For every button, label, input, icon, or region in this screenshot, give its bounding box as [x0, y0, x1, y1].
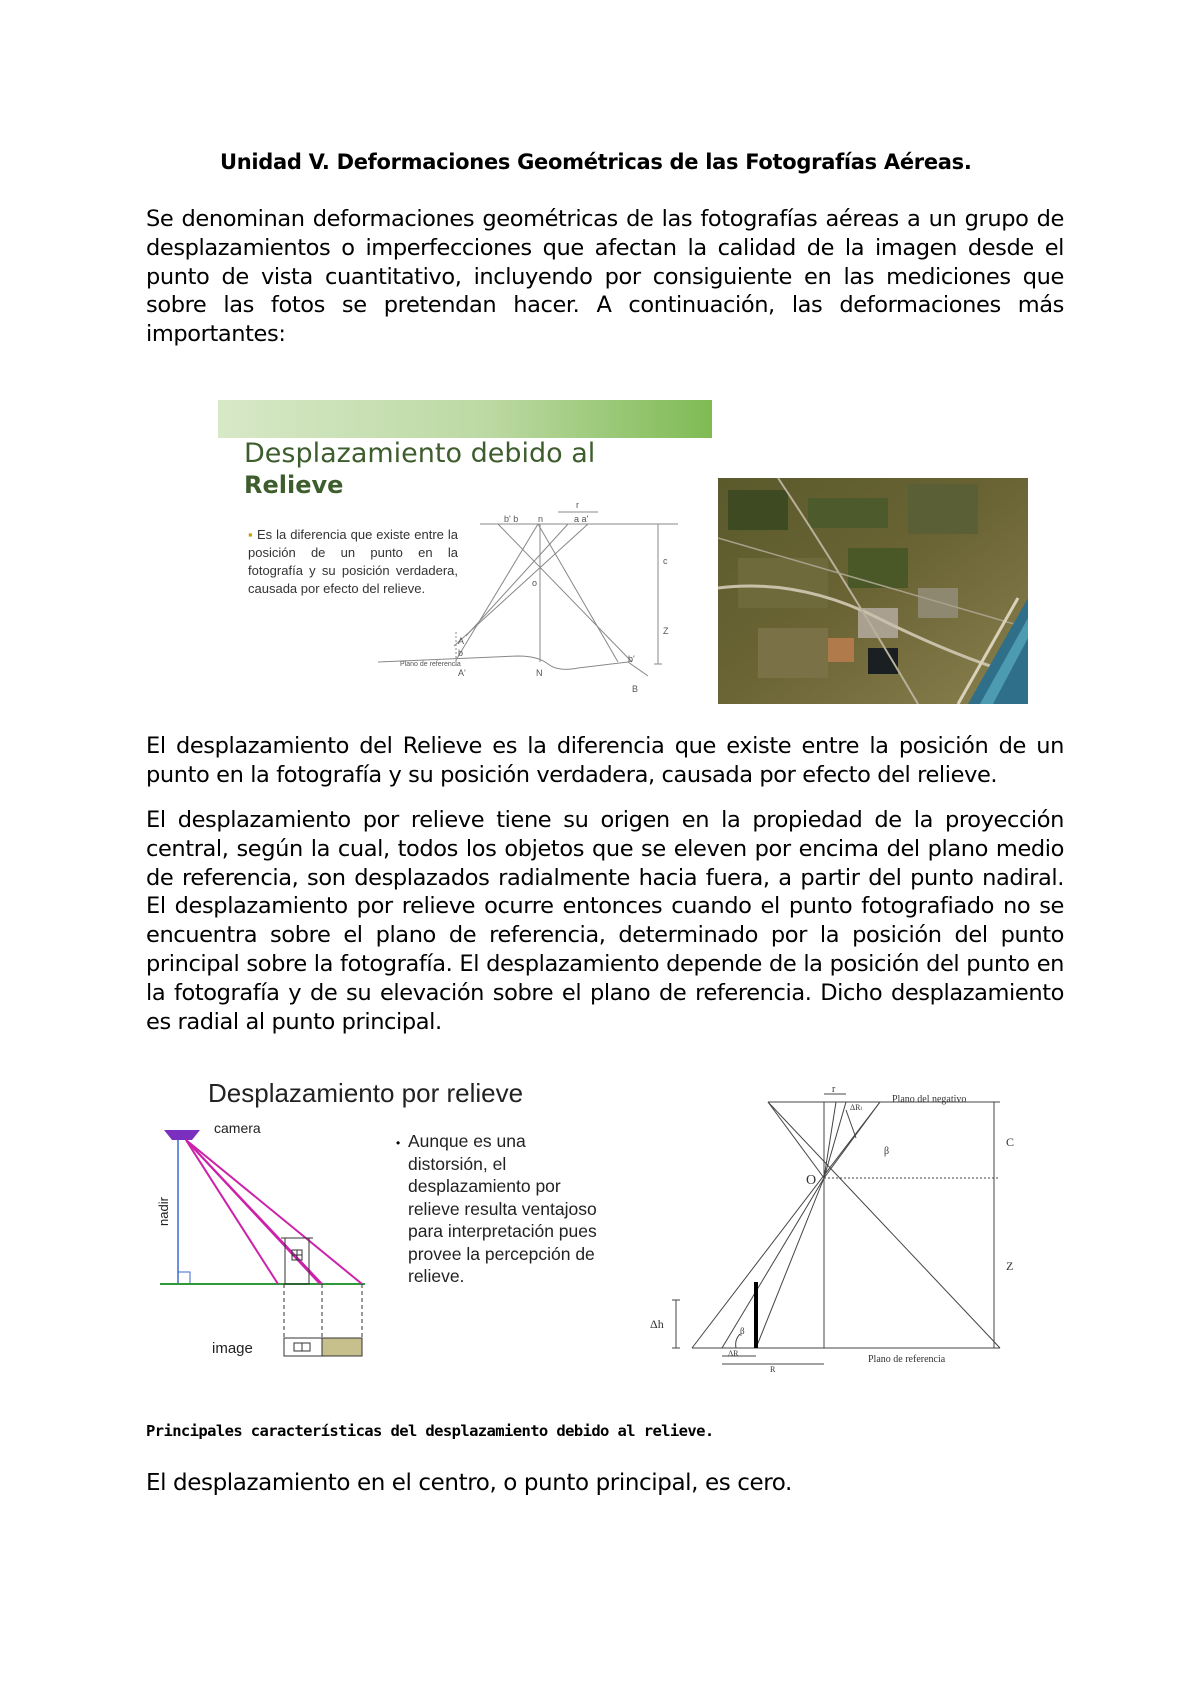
label-plano: Plano de referencia: [400, 661, 461, 668]
diag-r-label: r: [832, 1086, 836, 1095]
plano-referencia-label: Plano de referencia: [868, 1354, 946, 1365]
label-o: o: [532, 578, 538, 588]
label-B: B: [632, 684, 639, 694]
C-label: C: [1006, 1135, 1015, 1149]
label-r: r: [576, 500, 579, 510]
aerial-photograph: [718, 478, 1028, 704]
Z-label: Z: [1006, 1259, 1014, 1273]
delta-R-label: ΔR: [728, 1349, 739, 1358]
center-paragraph: El desplazamiento en el centro, o punto principal, es cero.: [146, 1470, 792, 1496]
diag-dr-label: ΔRₗ: [850, 1103, 862, 1112]
document-title: Unidad V. Deformaciones Geométricas de las Fotografías Aéreas.: [220, 150, 972, 174]
slide-title-line1: Desplazamiento debido al: [244, 438, 596, 469]
label-b: b: [458, 648, 464, 658]
slide-bullet-content: Es la diferencia que existe entre la posición de un punto en la fotografía y su posición verdadera, causada por efecto del relieve.: [248, 527, 458, 596]
relief-geometry-diagram: [218, 400, 712, 702]
label-A2: A': [458, 668, 466, 678]
plano-negativo-label: Plano del negativo: [892, 1094, 967, 1105]
label-z: Z: [663, 626, 669, 636]
nadir-label: nadir: [156, 1197, 171, 1226]
slide-title-line2: Relieve: [244, 471, 344, 499]
camera-icon: [164, 1130, 200, 1140]
definition-paragraph: El desplazamiento del Relieve es la diferencia que existe entre la posición de un punto en la fotografía y su posición verdadera, causada por efecto del relieve.: [146, 733, 1064, 788]
label-A: A: [458, 636, 465, 646]
label-b2: b': [628, 654, 635, 664]
label-c: c: [663, 556, 668, 566]
technical-diagram-svg: [640, 1086, 1032, 1372]
bullet-marker-icon: ▪: [248, 527, 253, 542]
aerial-photo-image: [718, 478, 1028, 704]
slide2-bullet-icon: •: [396, 1136, 401, 1150]
origin-paragraph: El desplazamiento por relieve tiene su origen en la propiedad de la proyección central, según la cual, todos los objetos que se eleven por encima del plano medio de referencia, son desplazados radialmente hacia fuera, a partir del punto nadiral. El desplazamiento por relieve ocurre entonces cuando el punto fotografiado no se encuentra sobre el plano de referencia, determinado por la posición del punto principal sobre la fotografía. El desplazamiento depende de la posición del punto en la fotografía y de su elevación sobre el plano de referencia. Dicho desplazamiento es radial al punto principal.: [146, 807, 1064, 1035]
center-O-label: O: [806, 1173, 817, 1188]
R-label: R: [770, 1365, 776, 1372]
label-bb: b' b: [504, 514, 519, 524]
label-n: n: [538, 514, 544, 524]
slide2-title: Desplazamiento por relieve: [208, 1078, 524, 1108]
label-N: N: [536, 668, 543, 678]
slide2-bullet-text: Aunque es una distorsión, el desplazamiento por relieve resulta ventajoso para interpretación pues provee la percepción de relieve.: [408, 1131, 597, 1286]
label-aa: a a': [574, 514, 589, 524]
section-subheading: Principales características del desplazamiento debido al relieve.: [146, 1422, 714, 1440]
image-label: image: [212, 1340, 253, 1357]
relief-displacement-camera-slide: [150, 1078, 610, 1370]
delta-h-label: Δh: [650, 1317, 664, 1331]
beta-bottom-label: β: [740, 1326, 745, 1336]
relief-displacement-slide: [218, 400, 712, 702]
intro-paragraph: Se denominan deformaciones geométricas de las fotografías aéreas a un grupo de desplazamientos o imperfecciones que afectan la calidad de la imagen desde el punto de vista cuantitativo, incluyendo por consiguiente en las mediciones que sobre las fotos se pretendan hacer. A continuación, las deformaciones más importantes:: [146, 206, 1064, 348]
relief-geometry-technical-diagram: [640, 1086, 1032, 1372]
beta-top-label: β: [884, 1146, 890, 1157]
camera-label: camera: [214, 1120, 261, 1136]
